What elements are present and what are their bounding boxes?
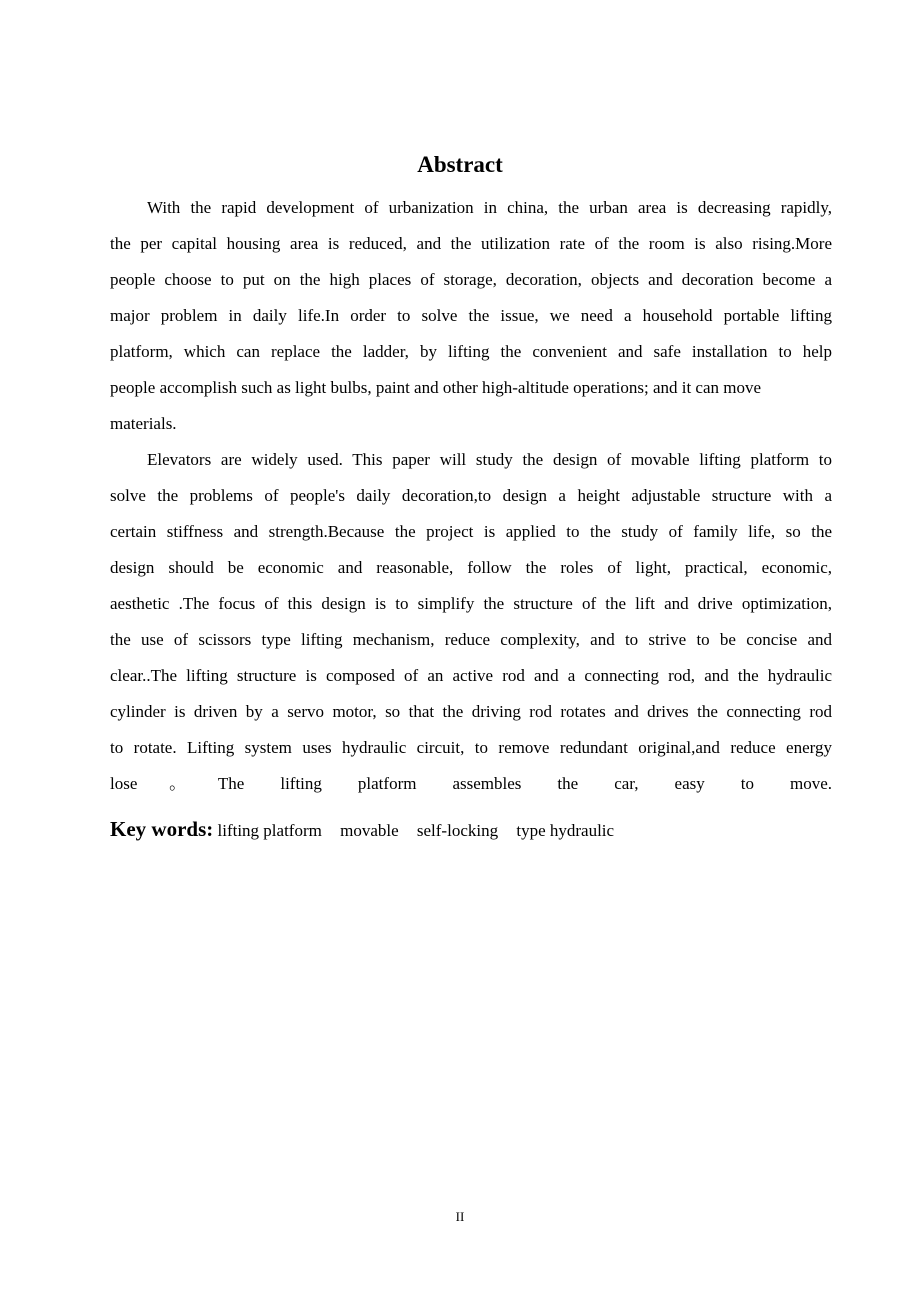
abstract-paragraph-2: [110, 442, 832, 802]
paragraph-line: With the rapid development of urbanization in china, the urban area is decreasing rapidly,: [147, 198, 832, 217]
paragraph-line: the use of scissors type lifting mechanism, reduce complexity, and to strive to be concise and: [110, 630, 832, 649]
paragraph-line: clear..The lifting structure is composed of an active rod and a connecting rod, and the hydraulic: [110, 666, 832, 685]
paragraph-line: Elevators are widely used. This paper will study the design of movable lifting platform to: [147, 450, 832, 469]
keywords-label: Key words:: [110, 817, 214, 841]
paragraph-line: platform, which can replace the ladder, by lifting the convenient and safe installation to help: [110, 342, 832, 361]
keyword-item: movable: [340, 821, 399, 840]
keyword-item: lifting platform: [217, 821, 322, 840]
paragraph-line: lose。The lifting platform assembles the car, easy to move.: [110, 774, 832, 793]
abstract-body: [110, 190, 832, 802]
paragraph-line: to rotate. Lifting system uses hydraulic circuit, to remove redundant original,and reduce energy: [110, 738, 832, 757]
paragraph-line: aesthetic .The focus of this design is to simplify the structure of the lift and drive optimization,: [110, 594, 832, 613]
paragraph-line: people choose to put on the high places of storage, decoration, objects and decoration become a: [110, 270, 832, 289]
paragraph-line: people accomplish such as light bulbs, paint and other high-altitude operations; and it can move: [110, 378, 762, 397]
abstract-title: Abstract: [417, 152, 503, 178]
paragraph-line: solve the problems of people's daily decoration,to design a height adjustable structure with a: [110, 486, 832, 505]
paragraph-line: the per capital housing area is reduced, and the utilization rate of the room is also rising.More: [110, 234, 832, 253]
keyword-item: type hydraulic: [516, 821, 615, 840]
paragraph-line: cylinder is driven by a servo motor, so that the driving rod rotates and drives the connecting rod: [110, 702, 832, 721]
keyword-item: self-locking: [416, 821, 499, 840]
abstract-paragraph-1: [110, 190, 832, 442]
page-number: II: [455, 1209, 465, 1224]
paragraph-line: certain stiffness and strength.Because the project is applied to the study of family life, so the: [110, 522, 832, 541]
paragraph-line: design should be economic and reasonable, follow the roles of light, practical, economic,: [110, 558, 832, 577]
paragraph-line: materials.: [110, 414, 177, 433]
paragraph-line: major problem in daily life.In order to solve the issue, we need a household portable lifting: [110, 306, 832, 325]
keywords-line: [110, 812, 832, 848]
